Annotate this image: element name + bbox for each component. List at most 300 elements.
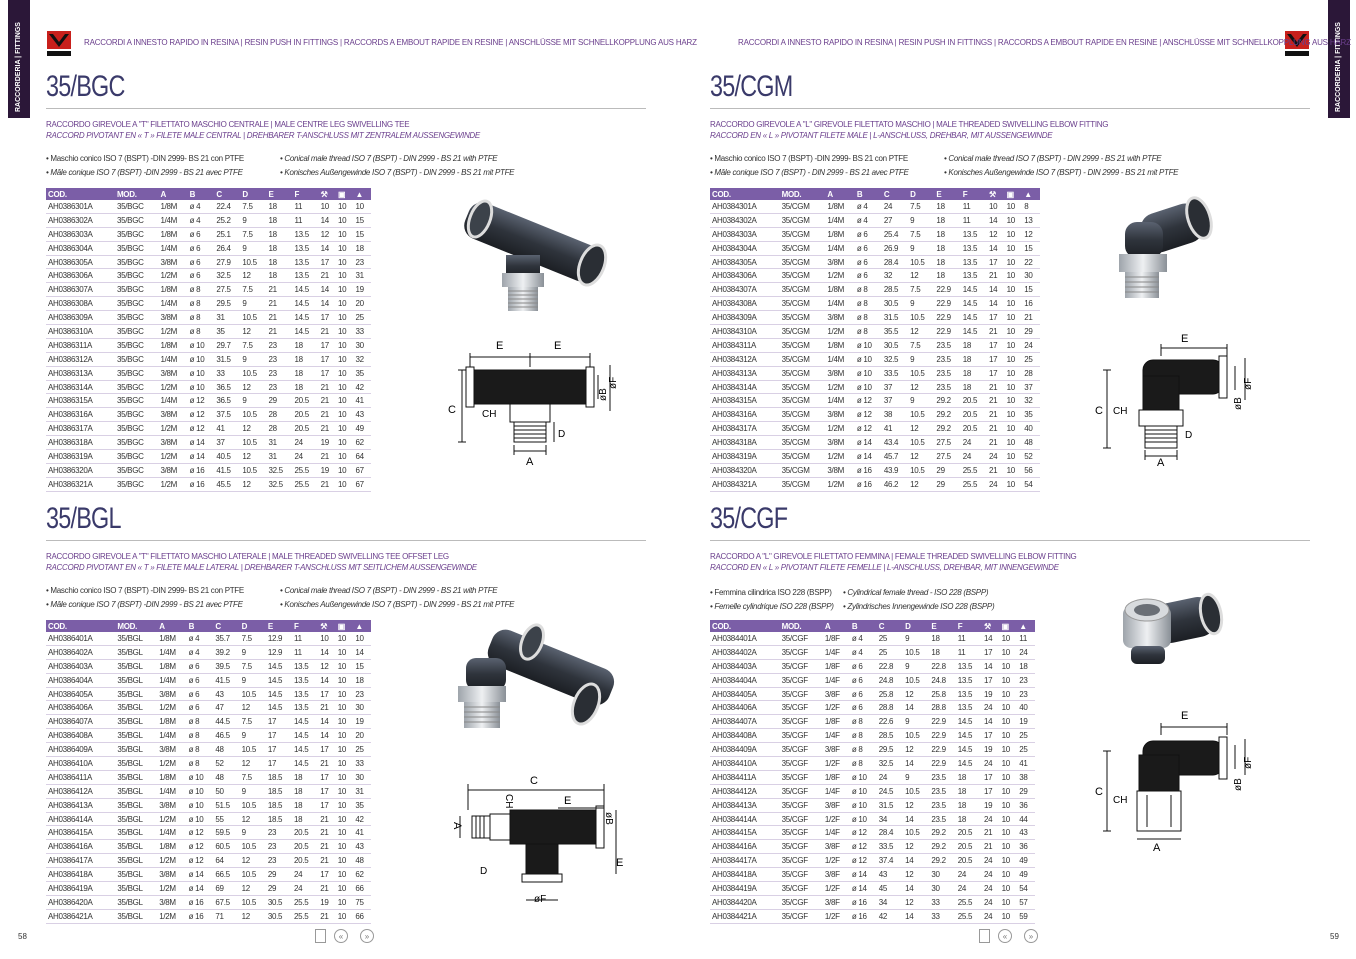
table-cell: 21 <box>319 394 336 408</box>
table-cell: 21 <box>319 380 336 394</box>
table-cell: 20.5 <box>956 854 982 868</box>
table-cell: AH0384415A <box>710 826 780 840</box>
table-cell: ø 12 <box>850 840 877 854</box>
table-cell: 35/BGL <box>115 729 157 743</box>
table-cell: 35/CGM <box>780 213 826 227</box>
table-cell: AH0384304A <box>710 241 780 255</box>
table-cell: 10 <box>336 213 353 227</box>
table-row <box>46 241 371 255</box>
table-cell: ø 10 <box>855 352 882 366</box>
table-cell: 11 <box>293 213 319 227</box>
table-cell: 14 <box>319 297 336 311</box>
table-row <box>46 422 371 436</box>
table-cell: 3/8M <box>158 436 187 450</box>
table-cell: 1/8M <box>158 200 187 213</box>
table-cell: 17 <box>318 687 336 701</box>
table-cell: 14 <box>319 241 336 255</box>
table-cell: ø 12 <box>187 826 214 840</box>
table-cell: 1/4M <box>157 645 186 659</box>
table-cell: 12 <box>908 422 934 436</box>
table-cell: ø 12 <box>187 854 214 868</box>
table-cell: 18 <box>934 213 960 227</box>
table-cell: 44.5 <box>213 715 239 729</box>
table-cell: ø 8 <box>855 325 882 339</box>
table-cell: 37.5 <box>214 408 240 422</box>
table-cell: 10 <box>1005 422 1023 436</box>
table-cell: AH0386420A <box>46 895 115 909</box>
table-cell: 39.2 <box>213 645 239 659</box>
table-cell: 19 <box>1017 715 1035 729</box>
table-cell: 14.5 <box>292 757 318 771</box>
table-cell: ø 6 <box>855 255 882 269</box>
column-header: ⚒ <box>982 620 1000 632</box>
table-cell: 10.5 <box>903 826 929 840</box>
table-cell: 62 <box>353 436 371 450</box>
table-cell: 35 <box>353 798 371 812</box>
table-cell: 19 <box>318 895 336 909</box>
table-cell: ø 10 <box>187 798 214 812</box>
table-cell: 12 <box>903 743 929 757</box>
table-cell: 3/8M <box>157 798 186 812</box>
column-header: B <box>188 188 215 200</box>
table-cell: 22.8 <box>877 659 903 673</box>
table-row <box>710 325 1040 339</box>
table-row <box>710 812 1035 826</box>
table-cell: 10 <box>1005 297 1023 311</box>
table-cell: AH0384310A <box>710 325 780 339</box>
table-cell: 13.5 <box>292 701 318 715</box>
table-cell: ø 6 <box>188 255 215 269</box>
table-cell: AH0384405A <box>710 687 780 701</box>
table-cell: 66 <box>353 909 371 923</box>
dim-label-c: C <box>530 775 538 787</box>
table-cell: 10 <box>1005 325 1023 339</box>
table-cell: 35/CGF <box>780 854 823 868</box>
table-cell: 36 <box>1017 840 1035 854</box>
table-cell: 33 <box>353 757 371 771</box>
table-cell: 14.5 <box>293 297 319 311</box>
table-cell: 35/CGM <box>780 227 826 241</box>
table-cell: ø 6 <box>187 687 214 701</box>
table-cell: 10 <box>1000 645 1018 659</box>
table-cell: 10 <box>336 882 354 896</box>
table-cell: ø 8 <box>187 743 214 757</box>
table-cell: 35/CGM <box>780 450 826 464</box>
next-page-button[interactable]: » <box>1024 929 1038 943</box>
table-cell: AH0386411A <box>46 770 115 784</box>
table-cell: 10 <box>353 200 371 213</box>
table-cell: 33 <box>929 909 955 923</box>
table-cell: 10 <box>336 701 354 715</box>
table-cell: 21 <box>319 325 336 339</box>
dim-label-f: øF <box>534 894 547 905</box>
table-cell: 35/BGL <box>115 715 157 729</box>
table-cell: 3/8M <box>158 463 187 477</box>
table-cell: 35/BGL <box>115 645 157 659</box>
table-cell: 30.5 <box>882 338 908 352</box>
table-cell: ø 10 <box>188 338 215 352</box>
table-cell: 12 <box>240 477 266 491</box>
table-cell: 35 <box>214 325 240 339</box>
table-cell: 18 <box>961 366 987 380</box>
table-cell: 10 <box>1000 743 1018 757</box>
table-cell: 7.5 <box>240 659 266 673</box>
table-cell: 54 <box>1017 882 1035 896</box>
table-row <box>710 868 1035 882</box>
table-cell: 17 <box>266 743 292 757</box>
table-header-row <box>46 188 371 200</box>
table-cell: 11 <box>956 645 982 659</box>
table-cell: 29.7 <box>214 338 240 352</box>
table-cell: 10 <box>336 297 353 311</box>
table-cell: 30.5 <box>882 297 908 311</box>
table-cell: 21 <box>266 311 292 325</box>
previous-page-button[interactable]: « <box>998 929 1012 943</box>
table-cell: 35/CGM <box>780 352 826 366</box>
table-cell: 22.9 <box>929 743 955 757</box>
table-cell: 21 <box>987 422 1005 436</box>
table-cell: 3/8M <box>158 311 187 325</box>
table-cell: AH0384417A <box>710 854 780 868</box>
table-cell: 57 <box>1017 895 1035 909</box>
table-cell: ø 4 <box>855 213 882 227</box>
column-header: F <box>956 620 982 632</box>
table-cell: 14.5 <box>961 325 987 339</box>
product-table <box>710 620 1035 924</box>
table-cell: 10.5 <box>240 436 266 450</box>
table-cell: 35/BGC <box>115 436 159 450</box>
table-cell: 43 <box>213 687 239 701</box>
table-cell: ø 8 <box>187 729 214 743</box>
table-cell: ø 4 <box>187 632 214 645</box>
table-cell: 27.9 <box>214 255 240 269</box>
table-cell: ø 8 <box>855 311 882 325</box>
table-cell: 14 <box>982 632 1000 645</box>
table-cell: 40 <box>1022 422 1040 436</box>
table-cell: 24 <box>292 868 318 882</box>
table-row <box>710 826 1035 840</box>
table-cell: 14 <box>903 701 929 715</box>
table-cell: 10 <box>336 311 353 325</box>
table-cell: 32 <box>1022 394 1040 408</box>
table-cell: 21 <box>987 408 1005 422</box>
table-cell: 35/BGC <box>115 297 159 311</box>
dim-label-ch: CH <box>1113 406 1128 417</box>
table-cell: 20.5 <box>292 840 318 854</box>
table-cell: 35/BGC <box>115 366 159 380</box>
table-cell: 35/BGL <box>115 743 157 757</box>
table-cell: 3/8M <box>158 366 187 380</box>
column-header: ▣ <box>1000 620 1018 632</box>
dim-label-b: øB <box>598 388 609 401</box>
table-cell: 43.4 <box>882 436 908 450</box>
table-cell: 17 <box>987 255 1005 269</box>
table-cell: AH0386301A <box>46 200 115 213</box>
table-cell: 1/4F <box>823 729 850 743</box>
table-cell: 10 <box>1005 450 1023 464</box>
table-row <box>710 715 1035 729</box>
feature-list: • Maschio conico ISO 7 (BSPT) -DIN 2999- BS 21 con PTFE • Mâle conique ISO 7 (BSPT) -DIN 2999 - BS 21 avec PTFE <box>46 586 244 609</box>
table-cell: 1/2F <box>823 909 850 923</box>
table-cell: 18 <box>934 227 960 241</box>
table-row <box>46 436 371 450</box>
column-header: A <box>825 188 854 200</box>
table-cell: 3/8F <box>823 687 850 701</box>
table-cell: 10 <box>1005 338 1023 352</box>
table-cell: 12 <box>908 450 934 464</box>
column-header: MOD. <box>780 620 823 632</box>
table-cell: ø 10 <box>855 338 882 352</box>
column-header: C <box>877 620 903 632</box>
table-cell: 30 <box>353 770 371 784</box>
previous-page-button[interactable]: « <box>334 929 348 943</box>
table-cell: 10 <box>1000 854 1018 868</box>
table-cell: 18 <box>934 255 960 269</box>
table-cell: 10 <box>1000 673 1018 687</box>
table-cell: 35/CGF <box>780 868 823 882</box>
table-cell: 10 <box>1000 868 1018 882</box>
table-cell: 18.5 <box>266 770 292 784</box>
next-page-button[interactable]: » <box>360 929 374 943</box>
table-cell: 19 <box>353 715 371 729</box>
table-cell: 22.4 <box>214 200 240 213</box>
table-cell: 48 <box>213 743 239 757</box>
table-cell: 41.5 <box>214 463 240 477</box>
table-row <box>710 200 1040 213</box>
table-cell: 17 <box>266 757 292 771</box>
table-cell: 9 <box>903 715 929 729</box>
table-cell: 10 <box>336 463 353 477</box>
table-cell: 1/4M <box>158 213 187 227</box>
table-cell: 10 <box>1000 798 1018 812</box>
table-cell: 12 <box>240 909 266 923</box>
table-cell: 21 <box>982 840 1000 854</box>
table-cell: 9 <box>240 352 266 366</box>
table-cell: 1/4M <box>825 352 854 366</box>
table-cell: AH0384307A <box>710 283 780 297</box>
table-cell: AH0386402A <box>46 645 115 659</box>
column-header: A <box>823 620 850 632</box>
table-cell: 48 <box>213 770 239 784</box>
table-cell: 14.5 <box>961 311 987 325</box>
table-cell: 49 <box>1017 854 1035 868</box>
table-cell: ø 16 <box>187 909 214 923</box>
table-cell: 18 <box>956 770 982 784</box>
table-cell: 12 <box>240 757 266 771</box>
column-header: MOD. <box>115 188 159 200</box>
table-cell: 12 <box>903 840 929 854</box>
table-cell: 1/2M <box>825 269 854 283</box>
table-cell: 1/2M <box>157 812 186 826</box>
table-cell: 1/2M <box>158 269 187 283</box>
table-cell: 9 <box>240 826 266 840</box>
column-header: F <box>292 620 318 632</box>
table-cell: 30 <box>353 701 371 715</box>
table-cell: 18 <box>292 770 318 784</box>
table-cell: 10 <box>336 854 354 868</box>
table-cell: AH0384413A <box>710 798 780 812</box>
section-title: 35/BGL <box>46 502 121 535</box>
table-row <box>710 463 1040 477</box>
table-cell: 67 <box>353 463 371 477</box>
table-cell: 29.5 <box>214 297 240 311</box>
table-cell: 23 <box>1017 687 1035 701</box>
table-cell: 31.5 <box>877 798 903 812</box>
table-cell: 35/BGL <box>115 673 157 687</box>
table-cell: ø 10 <box>188 366 215 380</box>
table-cell: 34 <box>877 895 903 909</box>
table-row <box>46 213 371 227</box>
table-cell: 21 <box>319 450 336 464</box>
table-cell: 19 <box>982 743 1000 757</box>
dim-label-c: C <box>1095 786 1103 798</box>
table-cell: 9 <box>240 729 266 743</box>
table-cell: 10 <box>353 632 371 645</box>
table-cell: 12 <box>240 422 266 436</box>
table-cell: 22.9 <box>934 283 960 297</box>
table-cell: 3/8M <box>825 408 854 422</box>
table-cell: 3/8M <box>158 255 187 269</box>
table-cell: 20.5 <box>961 408 987 422</box>
table-cell: 20.5 <box>292 854 318 868</box>
table-cell: 25.8 <box>877 687 903 701</box>
table-row <box>46 812 371 826</box>
table-cell: ø 8 <box>188 325 215 339</box>
table-cell: 13.5 <box>961 227 987 241</box>
table-row <box>46 784 371 798</box>
table-cell: 1/4F <box>823 784 850 798</box>
table-cell: 10 <box>1000 909 1018 923</box>
table-cell: ø 8 <box>850 729 877 743</box>
table-cell: 41.5 <box>213 673 239 687</box>
column-header: COD. <box>46 188 115 200</box>
table-cell: 54 <box>1022 477 1040 491</box>
table-cell: 10 <box>336 325 353 339</box>
table-cell: 14 <box>987 241 1005 255</box>
table-cell: 22.9 <box>929 729 955 743</box>
table-cell: 29 <box>266 394 292 408</box>
table-cell: 35/CGF <box>780 812 823 826</box>
table-cell: 10 <box>319 200 336 213</box>
table-cell: ø 12 <box>850 854 877 868</box>
table-cell: ø 16 <box>188 477 215 491</box>
table-cell: 1/2M <box>825 450 854 464</box>
table-cell: 10.5 <box>240 311 266 325</box>
table-cell: ø 4 <box>850 645 877 659</box>
table-cell: 18 <box>266 200 292 213</box>
table-cell: 35/CGM <box>780 408 826 422</box>
table-cell: 35/BGC <box>115 227 159 241</box>
dim-label-f: øF <box>608 376 619 389</box>
table-cell: 1/2M <box>157 909 186 923</box>
document-icon[interactable] <box>315 929 326 943</box>
table-cell: 9 <box>240 784 266 798</box>
table-cell: 13 <box>1022 213 1040 227</box>
table-cell: ø 8 <box>855 283 882 297</box>
table-cell: 40.5 <box>214 450 240 464</box>
table-cell: 31 <box>266 450 292 464</box>
table-cell: 35/BGL <box>115 868 157 882</box>
table-cell: 23 <box>266 366 292 380</box>
table-cell: AH0386311A <box>46 338 115 352</box>
table-cell: 1/4M <box>157 729 186 743</box>
table-cell: 14 <box>318 715 336 729</box>
table-cell: AH0384409A <box>710 743 780 757</box>
table-cell: 21 <box>318 812 336 826</box>
table-cell: 41 <box>882 422 908 436</box>
table-cell: 20.5 <box>961 422 987 436</box>
table-cell: 21 <box>318 757 336 771</box>
table-cell: 35/CGM <box>780 380 826 394</box>
feature-list-en: • Conical male thread ISO 7 (BSPT) - DIN 2999 - BS 21 with PTFE • Konisches Außengewinde ISO 7 (BSPT) - DIN 2999 - BS 21 mit PTFE <box>280 586 515 609</box>
table-cell: 10 <box>336 798 354 812</box>
table-cell: ø 8 <box>850 743 877 757</box>
table-cell: 14.5 <box>961 297 987 311</box>
table-cell: ø 16 <box>187 895 214 909</box>
column-header: ⚒ <box>318 620 336 632</box>
table-row <box>710 757 1035 771</box>
table-cell: 29.5 <box>877 743 903 757</box>
table-cell: 17 <box>982 784 1000 798</box>
table-cell: 35/BGL <box>115 798 157 812</box>
table-cell: 14.5 <box>293 311 319 325</box>
table-cell: 29.2 <box>929 826 955 840</box>
section-description: RACCORDO GIREVOLE A "T" FILETTATO MASCHIO CENTRALE | MALE CENTRE LEG SWIVELLING TEE RACCORD PIVOTANT EN « T » FILETE MALE CENTRAL | DREHBARER T-ANSCHLUSS MIT ZENTRALEM AUSSENGEWINDE <box>46 120 480 140</box>
table-cell: 25.8 <box>929 687 955 701</box>
column-header: D <box>240 188 266 200</box>
table-cell: 29.2 <box>934 394 960 408</box>
table-cell: 15 <box>353 659 371 673</box>
table-cell: 12 <box>319 227 336 241</box>
table-cell: ø 10 <box>850 812 877 826</box>
table-cell: 10 <box>336 338 353 352</box>
table-row <box>710 701 1035 715</box>
table-row <box>710 213 1040 227</box>
table-cell: 13.5 <box>293 241 319 255</box>
table-row <box>46 840 371 854</box>
table-cell: 35/CGF <box>780 659 823 673</box>
document-icon[interactable] <box>979 929 990 943</box>
table-cell: 11 <box>961 200 987 213</box>
table-cell: ø 6 <box>187 659 214 673</box>
table-cell: AH0386410A <box>46 757 115 771</box>
table-cell: 24 <box>1022 338 1040 352</box>
table-cell: 35/CGF <box>780 673 823 687</box>
table-row <box>710 422 1040 436</box>
table-cell: 24 <box>987 450 1005 464</box>
table-cell: ø 12 <box>188 408 215 422</box>
table-cell: 35/CGF <box>780 729 823 743</box>
table-row <box>710 366 1040 380</box>
table-cell: ø 12 <box>855 422 882 436</box>
table-cell: 13.5 <box>292 659 318 673</box>
right-sidebar-label: RACCORDERIA | FITTINGS <box>1335 22 1342 112</box>
table-cell: 10.5 <box>908 436 934 450</box>
dim-label-d: D <box>480 866 488 877</box>
table-cell: 10 <box>1000 784 1018 798</box>
table-cell: 35/CGM <box>780 311 826 325</box>
table-cell: ø 8 <box>188 283 215 297</box>
table-cell: 9 <box>240 394 266 408</box>
table-cell: 36.5 <box>214 394 240 408</box>
table-cell: 11 <box>1017 632 1035 645</box>
table-cell: 10 <box>1000 757 1018 771</box>
section-description: RACCORDO A "L" GIREVOLE FILETTATO FEMMINA | FEMALE THREADED SWIVELLING ELBOW FITTING RACCORD EN « L » PIVOTANT FILETE FEMELLE | L-ANSCHLUSS, DREHBAR, MIT INNENGEWINDE <box>710 552 1077 572</box>
table-cell: 10 <box>336 269 353 283</box>
table-cell: 32.5 <box>877 757 903 771</box>
table-row <box>710 895 1035 909</box>
table-cell: 25.5 <box>293 477 319 491</box>
